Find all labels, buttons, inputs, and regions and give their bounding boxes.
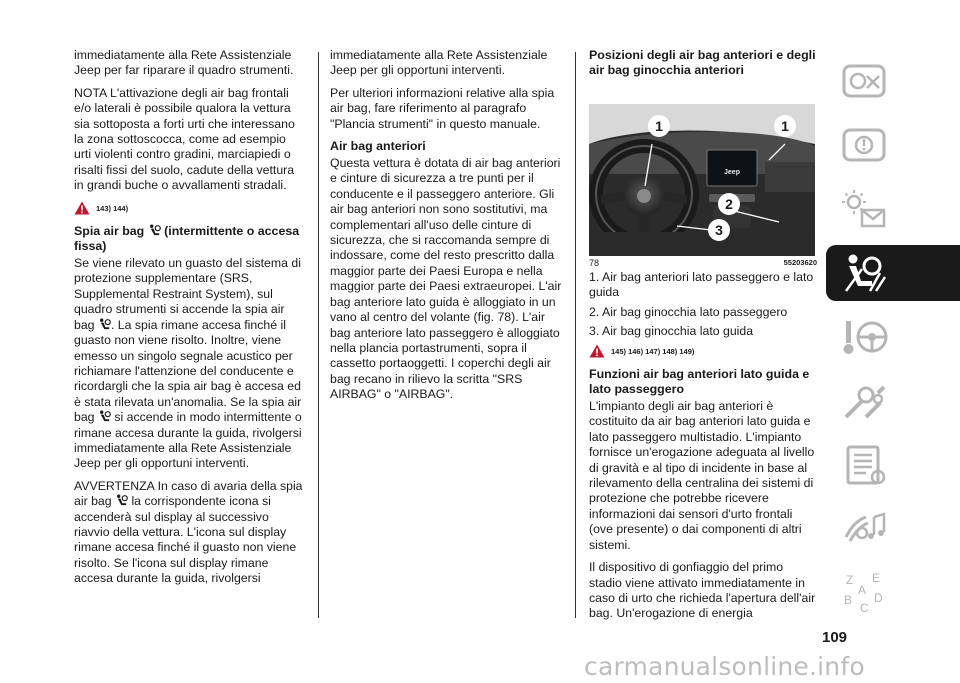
lights-messages-icon	[840, 188, 888, 232]
callout-1-driver	[648, 115, 670, 137]
svg-text:D: D	[874, 591, 883, 606]
text-span: Se viene rilevato un guasto del sistema di protezione supplementare (SRS, Supplemental Restraint System), sul quadro strumenti si accende la spia air bag	[74, 256, 301, 332]
dashboard-illustration	[589, 104, 815, 256]
airbag-warning-icon	[98, 318, 111, 331]
warning-references	[589, 344, 817, 359]
tab-multimedia[interactable]	[826, 501, 960, 557]
maintenance-tools-icon	[840, 379, 888, 423]
callout-1-passenger	[774, 115, 796, 137]
heading-text: (intermittente o accesa fissa)	[74, 224, 300, 254]
warning-triangle-icon	[74, 201, 90, 215]
figure-number: 78	[589, 258, 600, 268]
column-divider	[318, 52, 319, 618]
section-heading-airbag-positions: Posizioni degli air bag anteriori e degli air bag ginocchia anteriori	[589, 48, 816, 77]
technical-data-icon	[840, 443, 888, 487]
dashboard-instruments-icon	[840, 60, 888, 104]
text-column-3	[589, 48, 817, 629]
svg-text:A: A	[858, 583, 867, 598]
paragraph: Questa vettura è dotata di air bag anteriori e cinture di sicurezza a tre punti per il conducente e il passeggero anteriore. Gli air bag anteriori non sono sostitutivi, ma complementari all'uso delle cinture di sicurezza, che si raccomanda sempre di indossare, come del resto prescritto dalla maggior parte dei Paesi Europa e nella maggior parte dei Paesi extraeuropei. L'air bag anteriore lato guida è alloggiato in un vano al centro del volante (fig. 78). L'air bag anteriore lato passeggero è alloggiato nella plancia portastrumenti, sopra il cassetto portaoggetti. I coperchi degli air bag recano in rilievo la scritta "SRS AIRBAG" o "AIRBAG".	[330, 156, 562, 402]
warning-lights-icon	[840, 124, 888, 168]
note-paragraph: NOTA L'attivazione degli air bag frontali e/o laterali è possibile qualora la vettura sia sottoposta a forti urti che interessano la zona sottoscocca, come ad esempio urti violenti contro gradini, marciapiedi o risalti fissi del suolo, cadute della vettura in grandi buche o avvallamenti stradali.	[74, 85, 295, 193]
callout-3	[708, 219, 730, 241]
figure-caption	[589, 258, 817, 268]
warning-ref-numbers: 143) 144)	[96, 203, 129, 213]
column-divider	[575, 52, 576, 618]
figure-78-dashboard-photo	[589, 104, 815, 256]
section-heading-front-airbags: Air bag anteriori	[330, 139, 426, 154]
figure-legend-list	[589, 270, 817, 340]
heading-text: Spia air bag	[74, 224, 145, 239]
warning-ref-numbers: 145) 146) 147) 148) 149)	[611, 346, 695, 356]
paragraph	[74, 256, 306, 472]
airbag-warning-icon	[98, 410, 111, 423]
tab-index[interactable]	[826, 564, 960, 620]
tab-starting-driving[interactable]	[826, 309, 960, 365]
airbag-warning-icon	[148, 224, 161, 237]
text-column-2	[330, 48, 562, 410]
figure-code: 55203620	[783, 258, 817, 267]
tab-warning-lights[interactable]	[826, 118, 960, 174]
svg-text:1: 1	[655, 118, 663, 134]
svg-text:2: 2	[725, 196, 733, 212]
warning-references	[74, 201, 306, 216]
text-span: . La spia rimane accesa finché il guasto non viene risolto. Inoltre, viene emesso un singolo segnale acustico per richiamare l'attenzione del conducente e ricordargli che la spia air bag è accesa ed è stata rilevata un'anomalia. Se la spia air bag	[74, 317, 302, 425]
list-item: 3. Air bag ginocchia lato guida	[589, 324, 754, 339]
index-icon	[840, 570, 888, 614]
tab-lights-messages[interactable]	[826, 182, 960, 238]
tab-safety[interactable]	[826, 245, 960, 301]
svg-text:E: E	[872, 571, 881, 586]
page-number: 109	[822, 629, 848, 646]
screen-brand-label: Jeep	[724, 169, 740, 176]
section-heading-front-airbag-functions: Funzioni air bag anteriori lato guida e lato passeggero	[589, 367, 810, 397]
svg-text:C: C	[860, 601, 869, 615]
svg-text:B: B	[844, 593, 853, 608]
svg-text:Z: Z	[846, 573, 854, 588]
callout-2	[718, 193, 740, 215]
svg-text:1: 1	[781, 118, 789, 134]
tab-technical-data[interactable]	[826, 437, 960, 493]
text-span: si accende in modo intermittente o rimane accesa durante la guida, rivolgersi immediatamente alla Rete Assistenziale Jeep per gli opportuni interventi.	[74, 410, 302, 471]
warning-triangle-icon	[589, 344, 605, 358]
paragraph: Il dispositivo di gonfiaggio del primo stadio viene attivato immediatamente in caso di urto che richieda l'apertura dell'air bag. Un'erogazione di energia	[589, 560, 816, 621]
text-span: AVVERTENZA In caso di avaria della spia air bag	[74, 478, 303, 509]
paragraph: immediatamente alla Rete Assistenziale Jeep per far riparare il quadro strumenti.	[74, 48, 294, 78]
warning-paragraph	[74, 479, 306, 587]
site-watermark[interactable]: carmanualsonline.info	[584, 652, 865, 681]
chapter-tabs	[826, 54, 960, 628]
safety-airbag-icon	[840, 251, 888, 295]
section-heading-airbag-light	[74, 224, 306, 254]
tab-maintenance[interactable]	[826, 373, 960, 429]
list-item: 2. Air bag ginocchia lato passeggero	[589, 304, 788, 319]
tab-dashboard[interactable]	[826, 54, 960, 110]
paragraph: L'impianto degli air bag anteriori è costituito da air bag anteriori lato guida e lato passeggero multistadio. L'impianto fornisce un'erogazione adeguata al livello di gravità e al tipo di incidente in base al rilevamento della centralina dei sistemi di protezione che potrebbe ricevere informazioni dai sensori d'urto frontali (ove presente) o dai componenti di altri sistemi.	[589, 399, 815, 552]
list-item: 1. Air bag anteriori lato passeggero e lato guida	[589, 270, 814, 300]
paragraph: immediatamente alla Rete Assistenziale Jeep per gli opportuni interventi.	[330, 48, 548, 78]
svg-text:3: 3	[715, 222, 723, 238]
paragraph: Per ulteriori informazioni relative alla spia air bag, fare riferimento al paragrafo "Plancia strumenti" in questo manuale.	[330, 85, 555, 131]
multimedia-icon	[840, 507, 888, 551]
text-column-1	[74, 48, 306, 594]
airbag-warning-icon	[115, 494, 128, 507]
text-span: la corrispondente icona si accenderà sul display al successivo riavvio della vettura. L'icona sul display rimane accesa finché il guasto non viene risolto. Se l'icona sul display rimane accesa durante la guida, rivolgersi	[74, 494, 297, 586]
starting-driving-icon	[840, 315, 888, 359]
